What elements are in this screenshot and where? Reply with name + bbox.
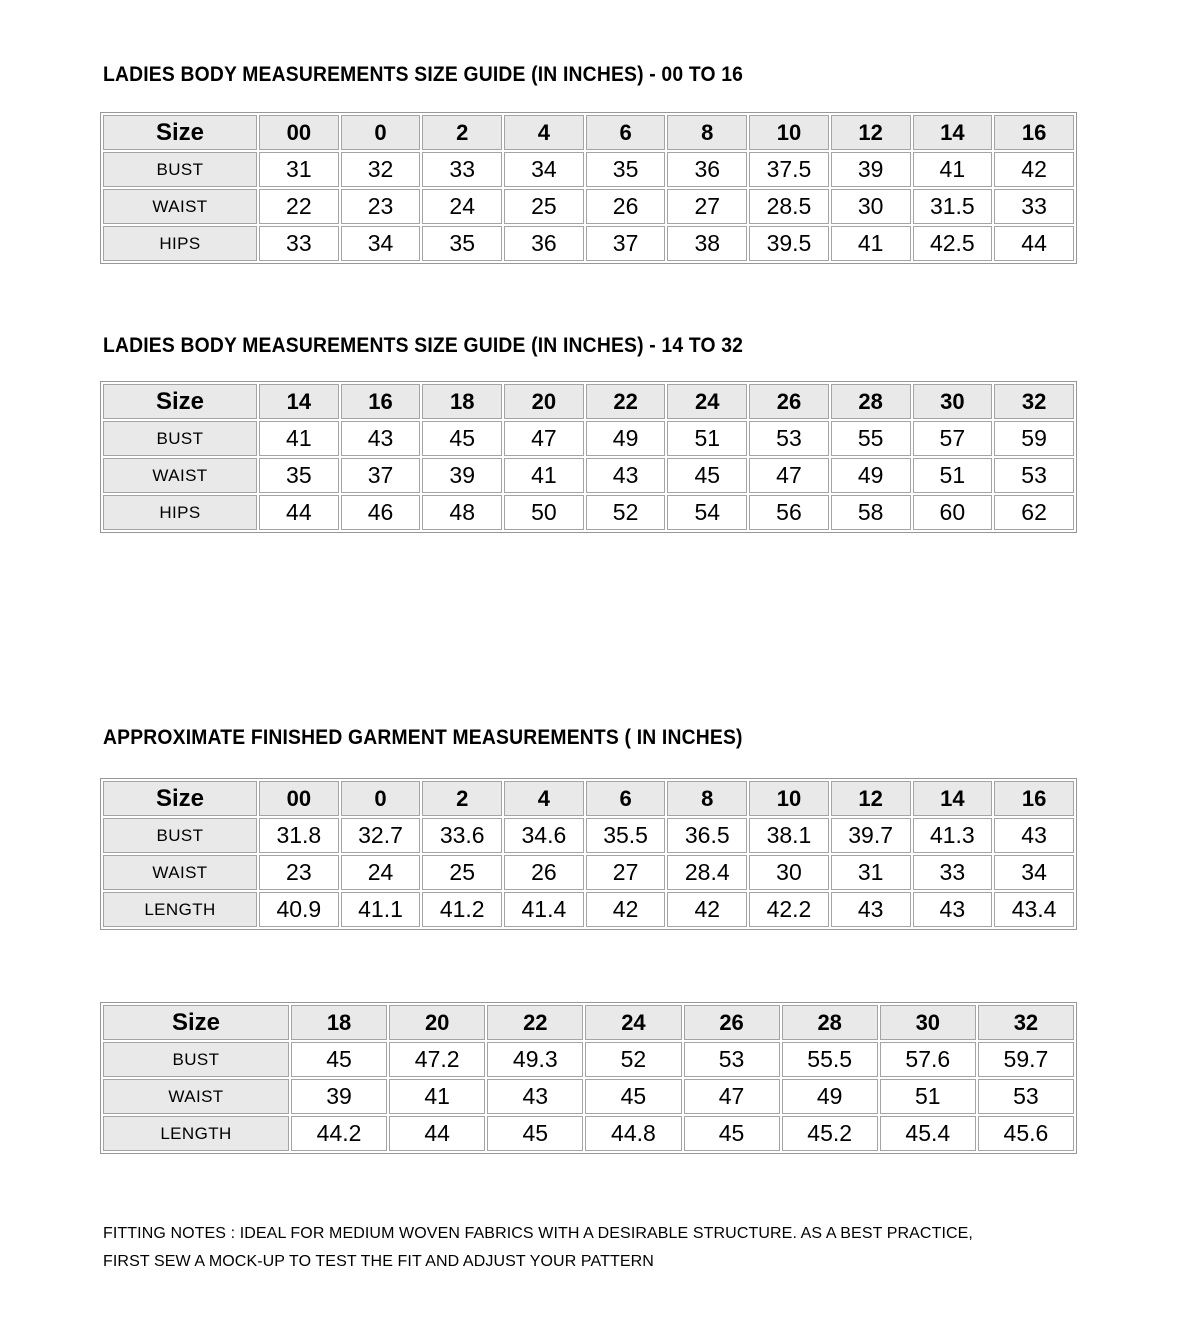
size-column-header: 6 — [586, 781, 666, 816]
row-label-cell: BUST — [103, 152, 257, 187]
size-column-header: 8 — [667, 115, 747, 150]
value-cell: 45 — [487, 1116, 583, 1151]
table-row — [103, 1079, 1074, 1114]
row-label-cell: WAIST — [103, 189, 257, 224]
value-cell: 42 — [586, 892, 666, 927]
size-column-header: 00 — [259, 781, 339, 816]
value-cell: 45 — [291, 1042, 387, 1077]
value-cell: 26 — [586, 189, 666, 224]
size-header-row — [103, 384, 1074, 419]
value-cell: 52 — [586, 495, 666, 530]
value-cell: 45.6 — [978, 1116, 1074, 1151]
size-column-header: 24 — [585, 1005, 681, 1040]
value-cell: 43 — [831, 892, 911, 927]
table-row — [103, 1042, 1074, 1077]
size-column-header: 0 — [341, 115, 421, 150]
value-cell: 27 — [586, 855, 666, 890]
value-cell: 45.2 — [782, 1116, 878, 1151]
size-column-header: 18 — [291, 1005, 387, 1040]
value-cell: 44.2 — [291, 1116, 387, 1151]
value-cell: 51 — [913, 458, 993, 493]
size-column-header: 30 — [913, 384, 993, 419]
value-cell: 59 — [994, 421, 1074, 456]
row-label-cell: WAIST — [103, 855, 257, 890]
value-cell: 51 — [667, 421, 747, 456]
table-row — [103, 1116, 1074, 1151]
value-cell: 38 — [667, 226, 747, 261]
row-label-cell: HIPS — [103, 226, 257, 261]
size-column-header: 00 — [259, 115, 339, 150]
size-column-header: 6 — [586, 115, 666, 150]
value-cell: 24 — [341, 855, 421, 890]
value-cell: 60 — [913, 495, 993, 530]
garment-measurements-table-00-16 — [100, 778, 1077, 930]
size-column-header: 2 — [422, 115, 502, 150]
value-cell: 39 — [831, 152, 911, 187]
value-cell: 41 — [389, 1079, 485, 1114]
size-header-row — [103, 781, 1074, 816]
value-cell: 31.8 — [259, 818, 339, 853]
value-cell: 45.4 — [880, 1116, 976, 1151]
size-column-header: 16 — [341, 384, 421, 419]
value-cell: 33 — [259, 226, 339, 261]
value-cell: 49 — [831, 458, 911, 493]
table-row — [103, 855, 1074, 890]
value-cell: 43 — [341, 421, 421, 456]
value-cell: 37 — [341, 458, 421, 493]
value-cell: 44 — [389, 1116, 485, 1151]
value-cell: 36.5 — [667, 818, 747, 853]
value-cell: 42.5 — [913, 226, 993, 261]
size-column-header: 10 — [749, 781, 829, 816]
value-cell: 31.5 — [913, 189, 993, 224]
value-cell: 43 — [913, 892, 993, 927]
table-row — [103, 892, 1074, 927]
size-column-header: 12 — [831, 115, 911, 150]
value-cell: 47 — [684, 1079, 780, 1114]
section-title-garment-measurements: APPROXIMATE FINISHED GARMENT MEASUREMENTS ( IN INCHES) — [103, 726, 743, 749]
value-cell: 45 — [585, 1079, 681, 1114]
value-cell: 33 — [913, 855, 993, 890]
value-cell: 39.5 — [749, 226, 829, 261]
value-cell: 23 — [341, 189, 421, 224]
size-column-header: 12 — [831, 781, 911, 816]
value-cell: 22 — [259, 189, 339, 224]
value-cell: 57.6 — [880, 1042, 976, 1077]
value-cell: 41 — [831, 226, 911, 261]
table-row — [103, 421, 1074, 456]
value-cell: 33.6 — [422, 818, 502, 853]
size-column-header: 10 — [749, 115, 829, 150]
value-cell: 33 — [994, 189, 1074, 224]
value-cell: 26 — [504, 855, 584, 890]
size-header-cell: Size — [103, 384, 257, 419]
size-header-row — [103, 1005, 1074, 1040]
value-cell: 25 — [504, 189, 584, 224]
value-cell: 53 — [994, 458, 1074, 493]
size-header-cell: Size — [103, 115, 257, 150]
value-cell: 35 — [422, 226, 502, 261]
row-label-cell: WAIST — [103, 1079, 289, 1114]
value-cell: 42.2 — [749, 892, 829, 927]
size-column-header: 26 — [749, 384, 829, 419]
value-cell: 28.5 — [749, 189, 829, 224]
size-column-header: 24 — [667, 384, 747, 419]
size-column-header: 28 — [831, 384, 911, 419]
value-cell: 39 — [291, 1079, 387, 1114]
value-cell: 44 — [259, 495, 339, 530]
value-cell: 43 — [487, 1079, 583, 1114]
value-cell: 55 — [831, 421, 911, 456]
value-cell: 44.8 — [585, 1116, 681, 1151]
value-cell: 47.2 — [389, 1042, 485, 1077]
value-cell: 49 — [586, 421, 666, 456]
value-cell: 35.5 — [586, 818, 666, 853]
value-cell: 31 — [831, 855, 911, 890]
value-cell: 47 — [749, 458, 829, 493]
value-cell: 37 — [586, 226, 666, 261]
value-cell: 42 — [994, 152, 1074, 187]
size-column-header: 32 — [994, 384, 1074, 419]
fitting-notes — [103, 1220, 973, 1276]
size-column-header: 18 — [422, 384, 502, 419]
row-label-cell: BUST — [103, 818, 257, 853]
size-header-cell: Size — [103, 781, 257, 816]
body-measurements-table-14-32 — [100, 381, 1077, 533]
size-column-header: 14 — [913, 781, 993, 816]
row-label-cell: LENGTH — [103, 892, 257, 927]
size-column-header: 14 — [259, 384, 339, 419]
size-column-header: 16 — [994, 781, 1074, 816]
value-cell: 56 — [749, 495, 829, 530]
value-cell: 31 — [259, 152, 339, 187]
value-cell: 43 — [994, 818, 1074, 853]
size-column-header: 4 — [504, 115, 584, 150]
value-cell: 57 — [913, 421, 993, 456]
value-cell: 41.1 — [341, 892, 421, 927]
size-column-header: 4 — [504, 781, 584, 816]
value-cell: 49 — [782, 1079, 878, 1114]
value-cell: 44 — [994, 226, 1074, 261]
value-cell: 41 — [504, 458, 584, 493]
value-cell: 45 — [667, 458, 747, 493]
value-cell: 47 — [504, 421, 584, 456]
value-cell: 27 — [667, 189, 747, 224]
value-cell: 53 — [684, 1042, 780, 1077]
fitting-notes-line-1: FITTING NOTES : IDEAL FOR MEDIUM WOVEN FABRICS WITH A DESIRABLE STRUCTURE. AS A BEST PRACTICE, — [103, 1225, 973, 1242]
size-header-row — [103, 115, 1074, 150]
value-cell: 41 — [913, 152, 993, 187]
value-cell: 25 — [422, 855, 502, 890]
value-cell: 30 — [749, 855, 829, 890]
garment-measurements-table-18-32 — [100, 1002, 1077, 1154]
value-cell: 28.4 — [667, 855, 747, 890]
value-cell: 37.5 — [749, 152, 829, 187]
value-cell: 45 — [684, 1116, 780, 1151]
value-cell: 23 — [259, 855, 339, 890]
value-cell: 34 — [504, 152, 584, 187]
value-cell: 30 — [831, 189, 911, 224]
row-label-cell: LENGTH — [103, 1116, 289, 1151]
size-column-header: 30 — [880, 1005, 976, 1040]
value-cell: 41 — [259, 421, 339, 456]
size-column-header: 28 — [782, 1005, 878, 1040]
table-row — [103, 226, 1074, 261]
value-cell: 54 — [667, 495, 747, 530]
size-column-header: 20 — [504, 384, 584, 419]
value-cell: 53 — [749, 421, 829, 456]
value-cell: 39 — [422, 458, 502, 493]
section-title-body-00-16: LADIES BODY MEASUREMENTS SIZE GUIDE (IN INCHES) - 00 TO 16 — [103, 63, 744, 86]
value-cell: 36 — [667, 152, 747, 187]
value-cell: 38.1 — [749, 818, 829, 853]
size-column-header: 8 — [667, 781, 747, 816]
table-row — [103, 495, 1074, 530]
size-column-header: 22 — [487, 1005, 583, 1040]
value-cell: 35 — [586, 152, 666, 187]
value-cell: 51 — [880, 1079, 976, 1114]
value-cell: 46 — [341, 495, 421, 530]
value-cell: 32 — [341, 152, 421, 187]
size-column-header: 14 — [913, 115, 993, 150]
value-cell: 39.7 — [831, 818, 911, 853]
value-cell: 49.3 — [487, 1042, 583, 1077]
row-label-cell: HIPS — [103, 495, 257, 530]
value-cell: 43 — [586, 458, 666, 493]
size-column-header: 20 — [389, 1005, 485, 1040]
value-cell: 53 — [978, 1079, 1074, 1114]
value-cell: 32.7 — [341, 818, 421, 853]
size-column-header: 22 — [586, 384, 666, 419]
value-cell: 45 — [422, 421, 502, 456]
value-cell: 41.2 — [422, 892, 502, 927]
table-row — [103, 458, 1074, 493]
value-cell: 34 — [341, 226, 421, 261]
size-header-cell: Size — [103, 1005, 289, 1040]
value-cell: 33 — [422, 152, 502, 187]
value-cell: 40.9 — [259, 892, 339, 927]
row-label-cell: BUST — [103, 421, 257, 456]
fitting-notes-line-2: FIRST SEW A MOCK-UP TO TEST THE FIT AND ADJUST YOUR PATTERN — [103, 1253, 654, 1270]
value-cell: 34 — [994, 855, 1074, 890]
value-cell: 42 — [667, 892, 747, 927]
value-cell: 35 — [259, 458, 339, 493]
table-row — [103, 152, 1074, 187]
row-label-cell: BUST — [103, 1042, 289, 1077]
value-cell: 50 — [504, 495, 584, 530]
value-cell: 52 — [585, 1042, 681, 1077]
value-cell: 55.5 — [782, 1042, 878, 1077]
value-cell: 41.4 — [504, 892, 584, 927]
value-cell: 41.3 — [913, 818, 993, 853]
size-column-header: 32 — [978, 1005, 1074, 1040]
table-row — [103, 818, 1074, 853]
row-label-cell: WAIST — [103, 458, 257, 493]
value-cell: 59.7 — [978, 1042, 1074, 1077]
size-column-header: 16 — [994, 115, 1074, 150]
value-cell: 24 — [422, 189, 502, 224]
value-cell: 58 — [831, 495, 911, 530]
size-column-header: 26 — [684, 1005, 780, 1040]
value-cell: 62 — [994, 495, 1074, 530]
size-column-header: 2 — [422, 781, 502, 816]
value-cell: 43.4 — [994, 892, 1074, 927]
value-cell: 34.6 — [504, 818, 584, 853]
section-title-body-14-32: LADIES BODY MEASUREMENTS SIZE GUIDE (IN INCHES) - 14 TO 32 — [103, 334, 744, 357]
body-measurements-table-00-16 — [100, 112, 1077, 264]
value-cell: 36 — [504, 226, 584, 261]
size-column-header: 0 — [341, 781, 421, 816]
value-cell: 48 — [422, 495, 502, 530]
table-row — [103, 189, 1074, 224]
